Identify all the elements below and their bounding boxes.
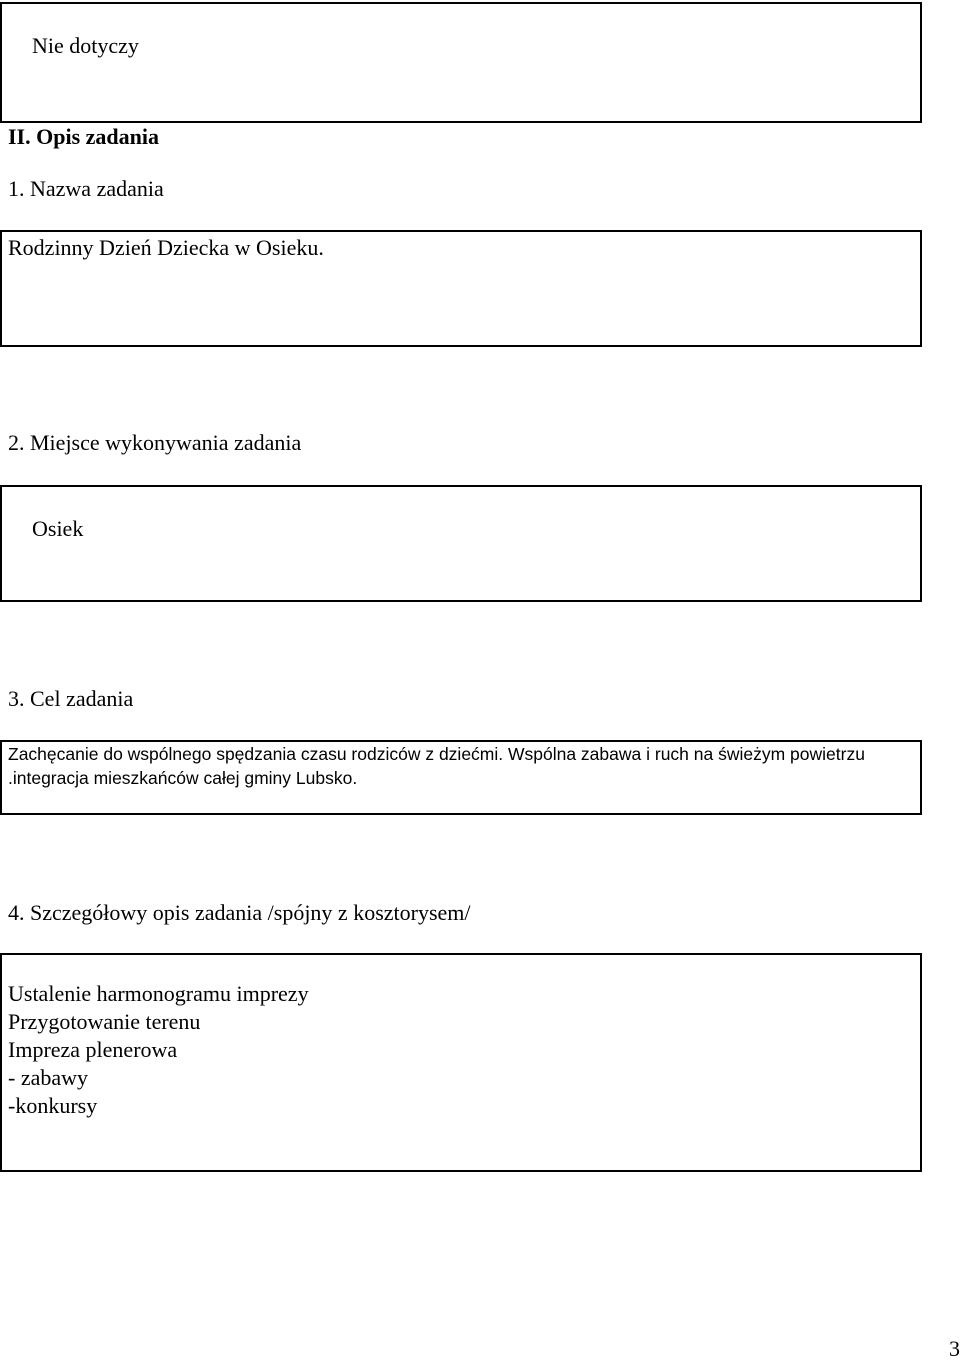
- task-place-value: Osiek: [32, 516, 84, 541]
- task-description-heading: 4. Szczegółowy opis zadania /spójny z kosztorysem/: [8, 900, 471, 925]
- task-name-value: Rodzinny Dzień Dziecka w Osieku.: [8, 235, 324, 260]
- task-description-list: [8, 980, 309, 1120]
- task-goal-heading: 3. Cel zadania: [8, 686, 134, 711]
- list-item: Impreza plenerowa: [8, 1037, 178, 1062]
- task-place-heading: 2. Miejsce wykonywania zadania: [8, 430, 302, 455]
- task-goal-value: Zachęcanie do wspólnego spędzania czasu rodziców z dziećmi. Wspólna zabawa i ruch na świeżym powietrzu .integracja mieszkańców całej gminy Lubsko.: [8, 744, 865, 788]
- section-title: II. Opis zadania: [8, 124, 159, 149]
- list-item: Przygotowanie terenu: [8, 1009, 201, 1034]
- task-place-box: [0, 485, 922, 602]
- list-item: Ustalenie harmonogramu imprezy: [8, 981, 309, 1006]
- list-item: -konkursy: [8, 1093, 98, 1118]
- not-applicable-box: [0, 2, 922, 123]
- list-item: - zabawy: [8, 1065, 89, 1090]
- task-name-heading: 1. Nazwa zadania: [8, 176, 164, 201]
- not-applicable-text: Nie dotyczy: [32, 33, 139, 58]
- page-number: 3: [949, 1336, 960, 1361]
